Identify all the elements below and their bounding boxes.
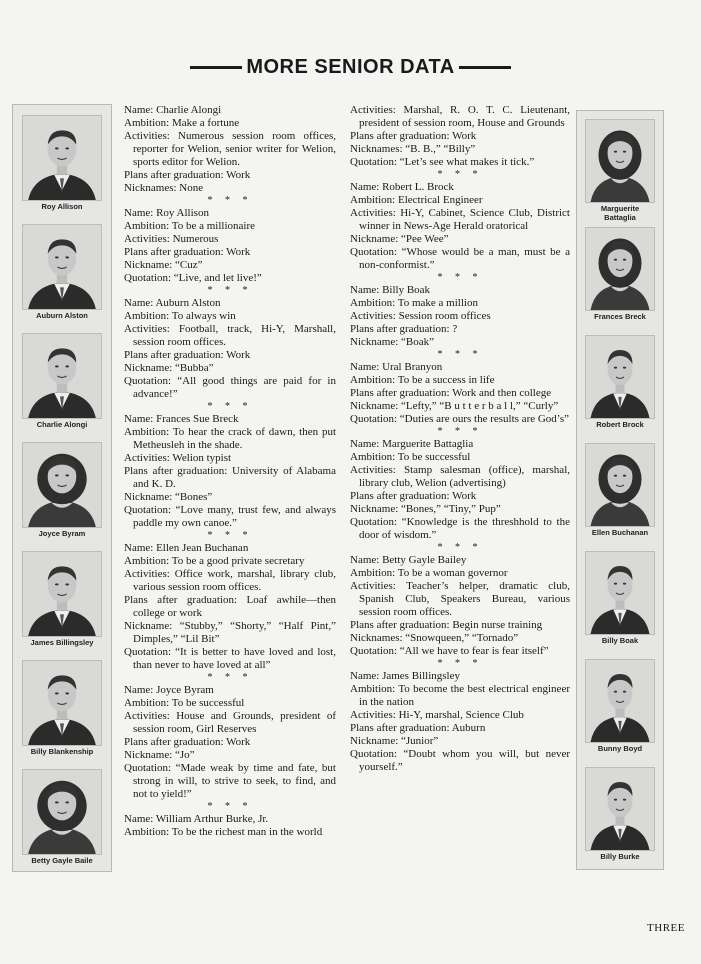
- portrait-caption: Auburn Alston: [36, 311, 88, 320]
- portrait-caption: Joyce Byram: [38, 529, 86, 538]
- portrait-image: [23, 661, 101, 745]
- portrait-caption: Marguerite Battaglia: [600, 204, 640, 222]
- portrait-image: [23, 116, 101, 200]
- senior-entry: [124, 542, 336, 672]
- portrait-caption: Betty Gayle Baile: [31, 856, 93, 865]
- entry-line: Ambition: To be a good private secretary: [124, 555, 305, 567]
- entry-line: Nicknames: “Snowqueen,” “Tornado”: [350, 632, 519, 644]
- portrait-frame: [22, 442, 102, 528]
- entry-line: Activities: Numerous: [124, 233, 219, 245]
- entry-line: Quotation: “All we have to fear is fear itself”: [350, 645, 549, 657]
- entry-line: Ambition: To always win: [124, 310, 236, 322]
- senior-portrait: [577, 119, 663, 222]
- title-rule-left: [190, 66, 242, 69]
- portrait-image: [586, 552, 654, 634]
- portrait-caption: Ellen Buchanan: [591, 528, 649, 537]
- portrait-frame: [22, 333, 102, 419]
- entry-line: Activities: Hi-Y, Cabinet, Science Club, District winner in News-Age Herald oratorical: [350, 207, 570, 232]
- entry-separator: * * *: [207, 285, 253, 296]
- portrait-caption: Billy Blankenship: [30, 747, 94, 756]
- portrait-caption: Robert Brock: [596, 420, 644, 429]
- senior-entry: [350, 554, 570, 658]
- entry-line: Ambition: To become the best electrical engineer in the nation: [350, 683, 570, 708]
- portrait-frame: [585, 551, 655, 635]
- senior-entry: [350, 438, 570, 542]
- entry-line: Nicknames: None: [124, 182, 204, 194]
- portrait-image: [586, 444, 654, 526]
- portrait-image: [23, 443, 101, 527]
- portrait-frame: [22, 224, 102, 310]
- entry-line: Quotation: “Let’s see what makes it tick.”: [350, 156, 535, 168]
- portrait-image: [23, 334, 101, 418]
- senior-portrait: [13, 333, 111, 430]
- entry-line: Activities: Football, track, Hi-Y, Marshall, session room offices.: [124, 323, 336, 348]
- portrait-frame: [585, 659, 655, 743]
- entry-line: Plans after graduation: ?: [350, 323, 458, 335]
- entry-line: Activities: Hi-Y, marshal, Science Club: [350, 709, 524, 721]
- senior-portrait: [13, 224, 111, 321]
- senior-portrait: [577, 335, 663, 430]
- entry-line: Nickname: “Stubby,” “Shorty,” “Half Pint,” Dimples,” “Lil Bit”: [124, 620, 336, 645]
- portrait-caption: James Billingsley: [30, 638, 94, 647]
- entry-line: Nickname: “Boak”: [350, 336, 434, 348]
- entry-separator: * * *: [207, 530, 253, 541]
- entry-line: Quotation: “Live, and let live!”: [124, 272, 262, 284]
- page-title-text: MORE SENIOR DATA: [246, 56, 455, 78]
- portrait-image: [586, 660, 654, 742]
- senior-entry: [350, 181, 570, 272]
- entry-line: Activities: Welion typist: [124, 452, 232, 464]
- entry-separator: * * *: [437, 542, 483, 553]
- left-photo-strip: [12, 104, 112, 872]
- entry-line: Nickname: “Junior”: [350, 735, 439, 747]
- entry-line: Nickname: “Cuz”: [124, 259, 203, 271]
- entry-line: Plans after graduation: Work: [350, 490, 477, 502]
- entry-line: Ambition: To be a woman governor: [350, 567, 508, 579]
- entry-line: Name: Marguerite Battaglia: [350, 438, 474, 450]
- entry-line: Name: Ellen Jean Buchanan: [124, 542, 249, 554]
- portrait-frame: [22, 769, 102, 855]
- entry-line: Quotation: “Made weak by time and fate, but strong in will, to strive to seek, to find, and not to yield!”: [124, 762, 336, 800]
- entry-line: Ambition: To be successful: [124, 697, 245, 709]
- portrait-image: [586, 120, 654, 202]
- senior-portrait: [13, 769, 111, 866]
- entry-separator: * * *: [437, 349, 483, 360]
- entry-line: Ambition: To be the richest man in the world: [124, 826, 323, 838]
- entry-line: Nickname: “Lefty,” “B u t t e r b a l l,” “Curly”: [350, 400, 559, 412]
- entry-line: Ambition: Electrical Engineer: [350, 194, 483, 206]
- entry-line: Ambition: Make a fortune: [124, 117, 240, 129]
- entry-line: Ambition: To be successful: [350, 451, 471, 463]
- entry-line: Activities: Office work, marshal, library club, various session room offices.: [124, 568, 336, 593]
- entry-line: Name: Ural Branyon: [350, 361, 443, 373]
- entry-line: Activities: Teacher’s helper, dramatic club, Spanish Club, Speakers Bureau, various session room offices.: [350, 580, 570, 618]
- right-text-column: [350, 104, 570, 774]
- entry-separator: * * *: [207, 401, 253, 412]
- entry-line: Name: James Billingsley: [350, 670, 460, 682]
- entry-line: Nickname: “Bubba”: [124, 362, 214, 374]
- senior-portrait: [577, 443, 663, 538]
- portrait-frame: [585, 227, 655, 311]
- entry-line: Name: Auburn Alston: [124, 297, 221, 309]
- portrait-image: [23, 552, 101, 636]
- entry-line: Quotation: “It is better to have loved and lost, than never to have loved at all”: [124, 646, 336, 671]
- senior-entry: [124, 207, 336, 285]
- right-photo-strip: [576, 110, 664, 870]
- entry-line: Name: Joyce Byram: [124, 684, 214, 696]
- portrait-image: [586, 228, 654, 310]
- senior-entry: [124, 297, 336, 401]
- entry-line: Activities: Marshal, R. O. T. C. Lieutenant, president of session room, House and Grounds: [350, 104, 570, 129]
- portrait-image: [23, 225, 101, 309]
- senior-portrait: [13, 115, 111, 212]
- entry-separator: * * *: [207, 672, 253, 683]
- portrait-caption: Billy Boak: [601, 636, 639, 645]
- entry-separator: * * *: [437, 169, 483, 180]
- entry-line: Nickname: “Bones,” “Tiny,” Pup”: [350, 503, 501, 515]
- senior-portrait: [577, 227, 663, 322]
- portrait-image: [23, 770, 101, 854]
- left-text-column: [124, 104, 336, 839]
- portrait-frame: [585, 443, 655, 527]
- page-number: THREE: [647, 922, 685, 934]
- senior-entry: [350, 284, 570, 349]
- senior-portrait: [577, 767, 663, 862]
- portrait-caption: Frances Breck: [594, 312, 646, 321]
- portrait-frame: [22, 551, 102, 637]
- entry-line: Ambition: To be a success in life: [350, 374, 495, 386]
- senior-portrait: [577, 659, 663, 754]
- senior-portrait: [13, 551, 111, 648]
- entry-line: Name: Robert L. Brock: [350, 181, 454, 193]
- entry-line: Activities: Session room offices: [350, 310, 491, 322]
- portrait-caption: Billy Burke: [600, 852, 640, 861]
- entry-line: Quotation: “Love many, trust few, and always paddle my own canoe.”: [124, 504, 336, 529]
- entry-line: Plans after graduation: Work: [350, 130, 477, 142]
- entry-line: Nicknames: “B. B.,” “Billy”: [350, 143, 476, 155]
- entry-line: Ambition: To make a million: [350, 297, 478, 309]
- entry-line: Quotation: “All good things are paid for in advance!”: [124, 375, 336, 400]
- title-rule-right: [459, 66, 511, 69]
- senior-portrait: [577, 551, 663, 646]
- portrait-image: [586, 768, 654, 850]
- portrait-caption: Roy Allison: [41, 202, 83, 211]
- entry-separator: * * *: [437, 658, 483, 669]
- entry-separator: * * *: [207, 195, 253, 206]
- portrait-frame: [22, 115, 102, 201]
- entry-line: Name: Betty Gayle Bailey: [350, 554, 467, 566]
- entry-separator: * * *: [207, 801, 253, 812]
- portrait-frame: [22, 660, 102, 746]
- entry-line: Plans after graduation: Auburn: [350, 722, 486, 734]
- entry-separator: * * *: [437, 272, 483, 283]
- entry-line: Quotation: “Doubt whom you will, but never yourself.”: [350, 748, 570, 773]
- entry-line: Plans after graduation: Work and then college: [350, 387, 552, 399]
- entry-line: Activities: Numerous session room offices, reporter for Welion, senior writer for Welion, sports editor for Welion.: [124, 130, 336, 168]
- entry-line: Plans after graduation: Work: [124, 169, 251, 181]
- entry-line: Plans after graduation: University of Alabama and K. D.: [124, 465, 336, 490]
- entry-line: Ambition: To hear the crack of dawn, then put Metheusleh in the shade.: [124, 426, 336, 451]
- senior-entry: [350, 670, 570, 774]
- entry-line: Name: Billy Boak: [350, 284, 431, 296]
- senior-portrait: [13, 442, 111, 539]
- entry-line: Activities: House and Grounds, president of session room, Girl Reserves: [124, 710, 336, 735]
- entry-line: Name: Roy Allison: [124, 207, 209, 219]
- entry-line: Quotation: “Whose would be a man, must be a non-conformist.”: [350, 246, 570, 271]
- entry-line: Nickname: “Bones”: [124, 491, 213, 503]
- entry-line: Plans after graduation: Loaf awhile—then college or work: [124, 594, 336, 619]
- entry-line: Plans after graduation: Begin nurse training: [350, 619, 543, 631]
- senior-entry: [124, 104, 336, 195]
- entry-line: Name: Charlie Alongi: [124, 104, 222, 116]
- entry-line: Plans after graduation: Work: [124, 349, 251, 361]
- senior-entry: [124, 813, 336, 839]
- entry-line: Nickname: “Jo”: [124, 749, 195, 761]
- entry-line: Nickname: “Pee Wee”: [350, 233, 449, 245]
- senior-portrait: [13, 660, 111, 757]
- portrait-frame: [585, 767, 655, 851]
- senior-entry: [350, 104, 570, 169]
- portrait-frame: [585, 119, 655, 203]
- page-title: [0, 56, 701, 79]
- entry-line: Quotation: “Duties are ours the results are God’s”: [350, 413, 570, 425]
- entry-line: Name: William Arthur Burke, Jr.: [124, 813, 269, 825]
- entry-separator: * * *: [437, 426, 483, 437]
- senior-entry: [124, 684, 336, 801]
- entry-line: Name: Frances Sue Breck: [124, 413, 239, 425]
- entry-line: Plans after graduation: Work: [124, 736, 251, 748]
- entry-line: Quotation: “Knowledge is the threshhold to the door of wisdom.”: [350, 516, 570, 541]
- senior-entry: [124, 413, 336, 530]
- portrait-frame: [585, 335, 655, 419]
- entry-line: Activities: Stamp salesman (office), marshal, library club, Welion (advertising): [350, 464, 570, 489]
- senior-entry: [350, 361, 570, 426]
- entry-line: Plans after graduation: Work: [124, 246, 251, 258]
- portrait-caption: Charlie Alongi: [36, 420, 88, 429]
- portrait-caption: Bunny Boyd: [597, 744, 643, 753]
- entry-line: Ambition: To be a millionaire: [124, 220, 256, 232]
- portrait-image: [586, 336, 654, 418]
